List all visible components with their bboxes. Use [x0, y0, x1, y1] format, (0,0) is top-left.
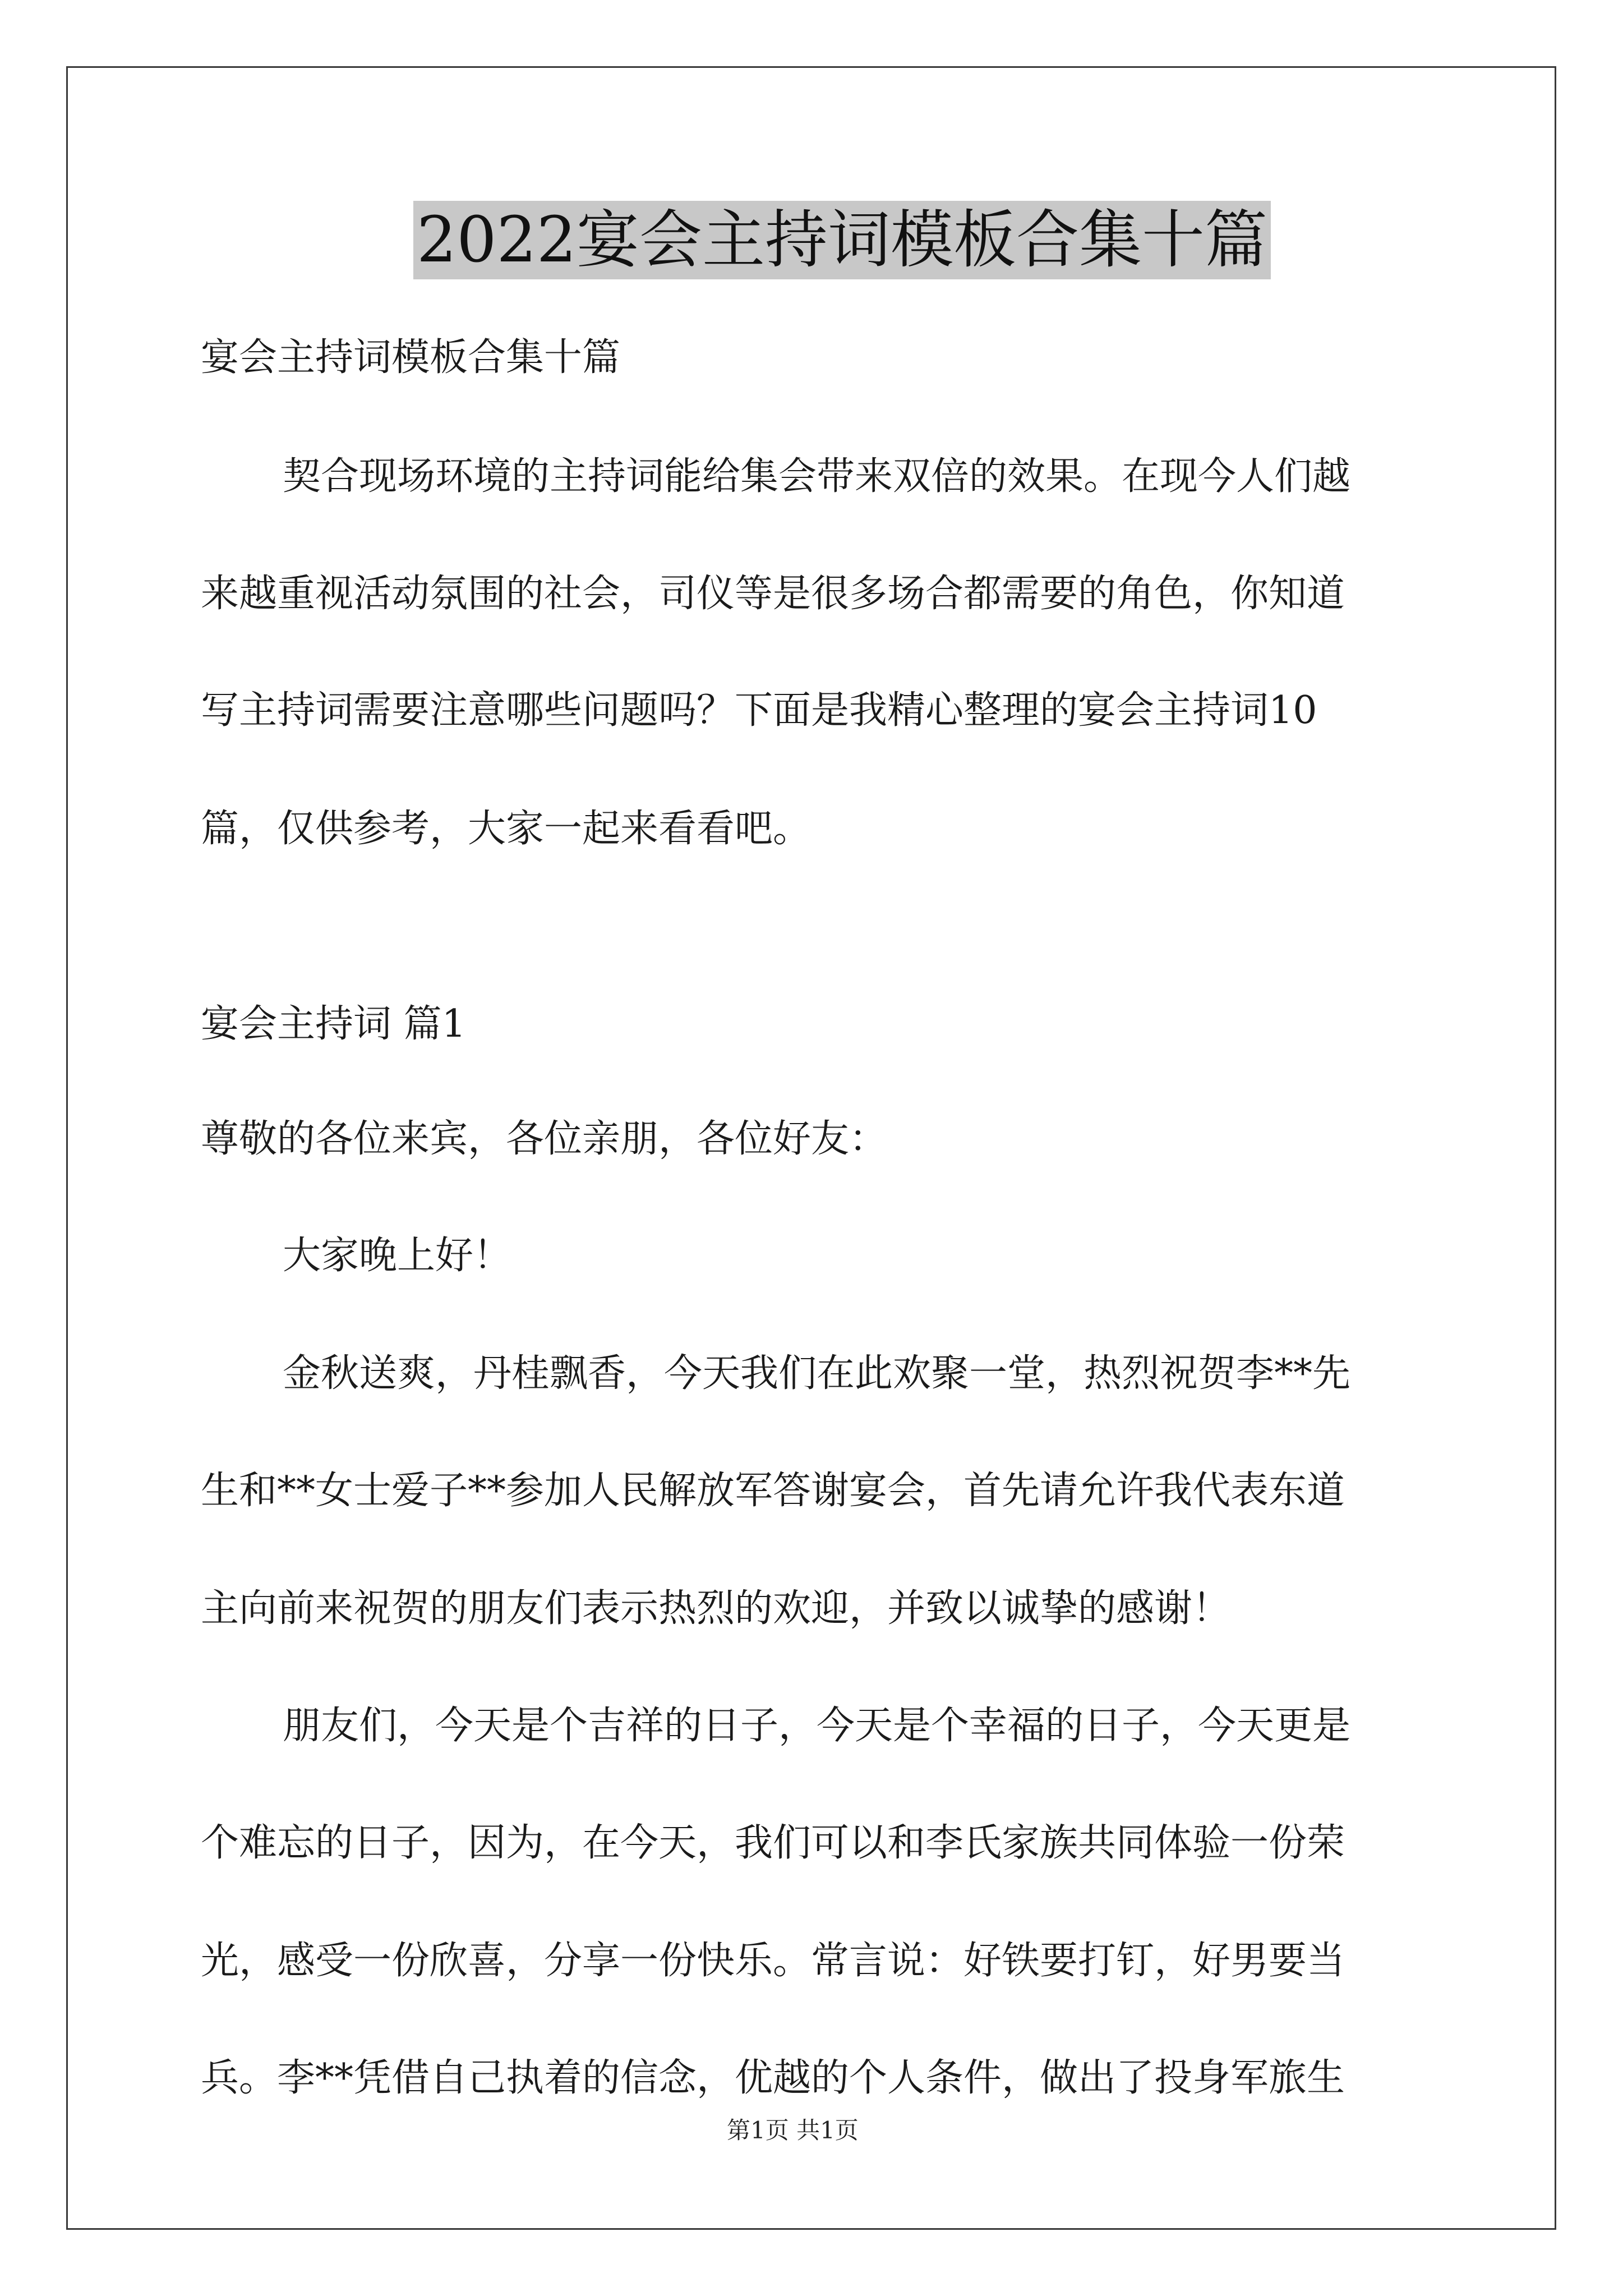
paragraph-line: 主向前来祝贺的朋友们表示热烈的欢迎，并致以诚挚的感谢！ [201, 1586, 1231, 1631]
intro-line: 写主持词需要注意哪些问题吗？下面是我精心整理的宴会主持词10 [201, 688, 1317, 733]
paragraph-line: 生和**女士爱子**参加人民解放军答谢宴会，首先请允许我代表东道 [201, 1469, 1345, 1513]
paragraph-line: 光，感受一份欣喜，分享一份快乐。常言说：好铁要打钉，好男要当 [201, 1939, 1345, 1983]
intro-line: 篇，仅供参考，大家一起来看看吧。 [201, 807, 811, 851]
paragraph-line: 金秋送爽，丹桂飘香，今天我们在此欢聚一堂，热烈祝贺李**先 [283, 1351, 1351, 1396]
section-heading: 宴会主持词 篇1 [201, 1002, 466, 1046]
document-subtitle: 宴会主持词模板合集十篇 [201, 335, 621, 380]
intro-line: 来越重视活动氛围的社会，司仪等是很多场合都需要的角色，你知道 [201, 572, 1345, 616]
paragraph-line: 兵。李**凭借自己执着的信念，优越的个人条件，做出了投身军旅生 [201, 2056, 1345, 2100]
salutation: 尊敬的各位来宾，各位亲朋，各位好友： [201, 1117, 888, 1161]
paragraph-line: 个难忘的日子，因为，在今天，我们可以和李氏家族共同体验一份荣 [201, 1821, 1345, 1865]
document-title: 2022宴会主持词模板合集十篇 [413, 201, 1271, 279]
page-number-footer: 第1页 共1页 [727, 2116, 859, 2144]
paragraph-line: 朋友们，今天是个吉祥的日子，今天是个幸福的日子，今天更是 [283, 1704, 1351, 1748]
intro-line: 契合现场环境的主持词能给集会带来双倍的效果。在现今人们越 [283, 454, 1351, 499]
greeting: 大家晚上好！ [283, 1234, 512, 1278]
